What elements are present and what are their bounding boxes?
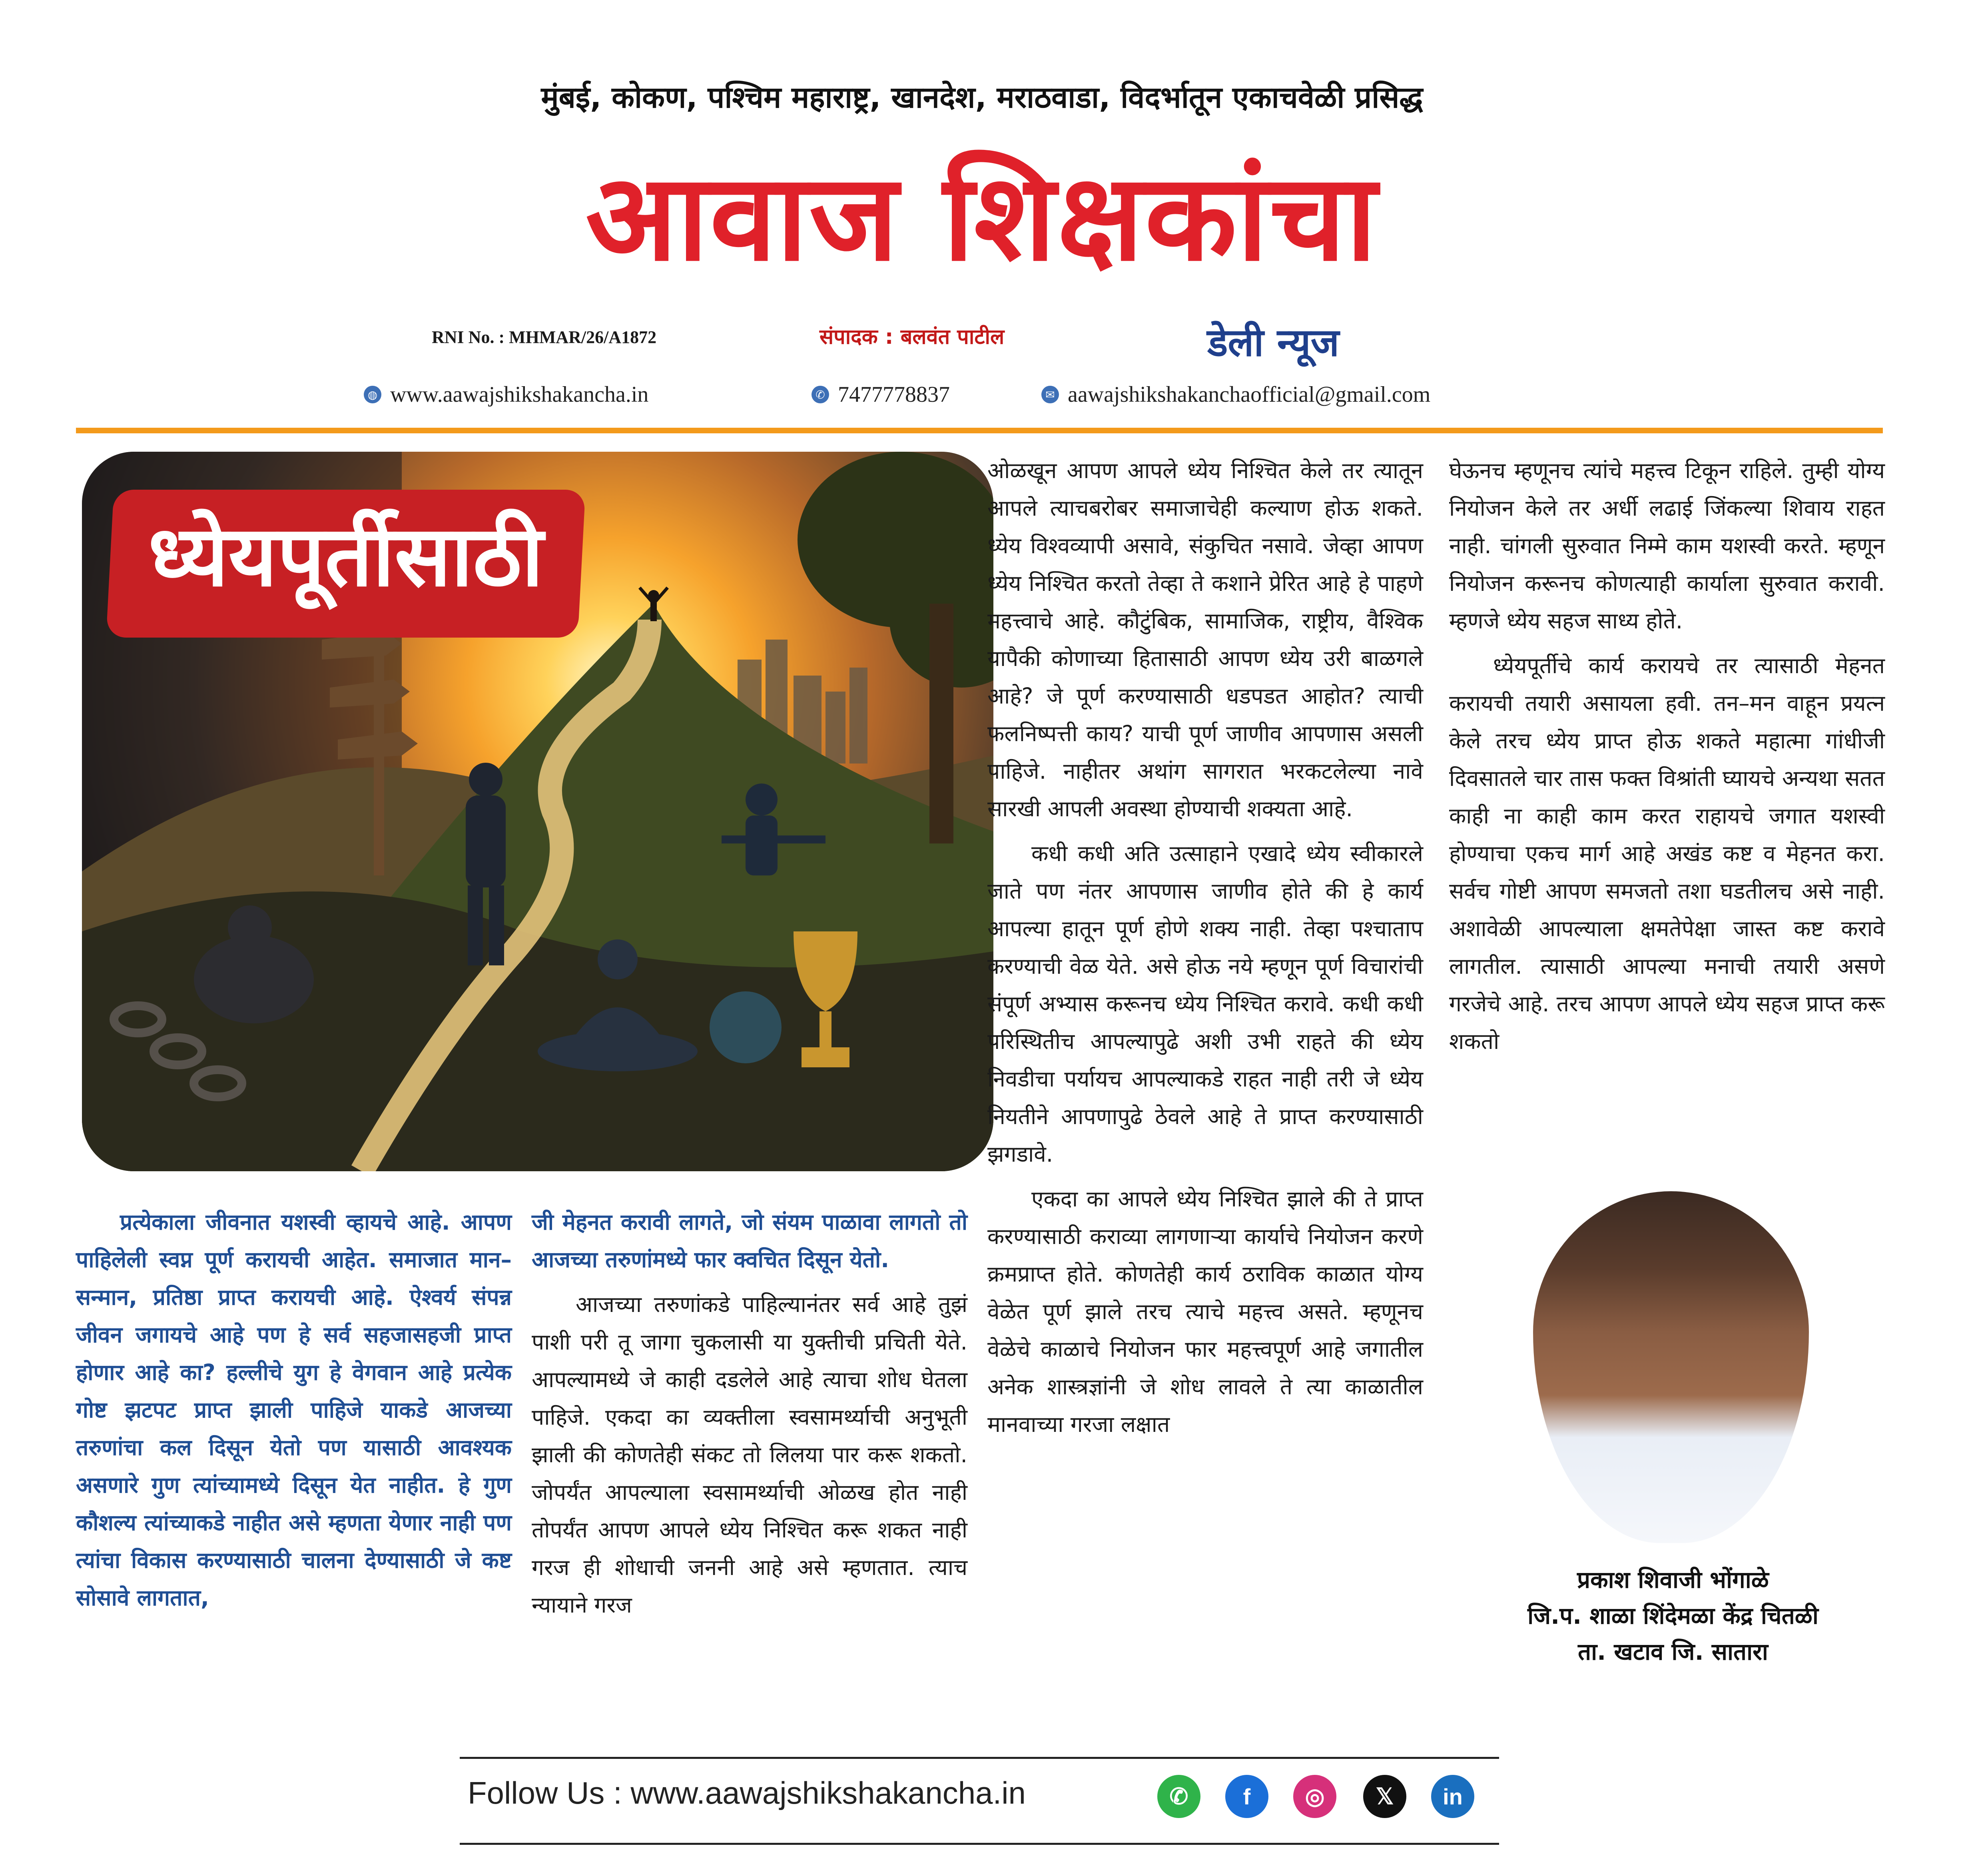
phone-icon: ✆ (812, 386, 829, 403)
author-name: प्रकाश शिवाजी भोंगाळे (1577, 1566, 1769, 1593)
footer-bottom-rule (460, 1843, 1499, 1845)
phone-contact[interactable] (812, 382, 950, 407)
email-link[interactable]: aawajshikshakanchaofficial@gmail.com (1068, 382, 1431, 407)
x-icon[interactable] (1363, 1775, 1406, 1818)
x-glyph: 𝕏 (1376, 1784, 1394, 1809)
website-contact[interactable] (364, 382, 648, 407)
article-paragraph: आजच्या तरुणांकडे पाहिल्यानंतर सर्व आहे तुझं पाशी परी तू जागा चुकलासी या युक्तीची प्रचिती येते. आपल्यामध्ये जे काही दडलेले आहे त्याचा शोध घेतला पाहिजे. एकदा का व्यक्तीला स्वसामर्थ्याची अनुभूती झाली की कोणतेही संकट तो लिलया पार करू शकतो. जोपर्यंत आपल्याला स्वसामर्थ्याची ओळख होत नाही तोपर्यंत आपण आपले ध्येय निश्चित करू शकत नाही गरज ही शोधाची जननी आहे असे म्हणतात. त्याच न्यायाने गरज (532, 1292, 967, 1618)
article-paragraph: घेऊनच म्हणूनच त्यांचे महत्त्व टिकून राहिले. तुम्ही योग्य नियोजन केले तर अर्धी लढाई जिंकल्या शिवाय राहत नाही. चांगली सुरुवात निम्मे काम यशस्वी करते. म्हणून नियोजन करूनच कोणत्याही कार्याला सुरुवात करावी. म्हणजे ध्येय सहज साध्य होते. (1449, 458, 1885, 634)
footer-top-rule (460, 1757, 1499, 1759)
daily-news-label: डेली न्यूज (1207, 320, 1339, 365)
article-column-2 (532, 1203, 967, 1624)
author-photo (1533, 1191, 1809, 1543)
facebook-glyph: f (1243, 1784, 1251, 1809)
rni-number: RNI No. : MHMAR/26/A1872 (432, 327, 657, 347)
article-paragraph: प्रत्येकाला जीवनात यशस्वी व्हायचे आहे. आपण पाहिलेली स्वप्न पूर्ण करायची आहेत. समाजात मान–सन्मान, प्रतिष्ठा प्राप्त करायची आहे. ऐश्वर्य संपन्न जीवन जगायचे आहे पण हे सर्व सहजासहजी प्राप्त होणार आहे का? हल्लीचे युग हे वेगवान आहे प्रत्येक गोष्ट झटपट प्राप्त झाली पाहिजे याकडे आजच्या तरुणांचा कल दिसून येतो पण यासाठी आवश्यक असणारे गुण त्यांच्यामध्ये दिसून येत नाहीत. हे गुण कौशल्य त्यांच्याकडे नाहीत असे म्हणता येणार नाही पण त्यांचा विकास करण्यासाठी चालना देण्यासाठी जे कष्ट सोसावे लागतात, (76, 1209, 512, 1611)
article-paragraph: ओळखून आपण आपले ध्येय निश्चित केले तर त्यातून आपले त्याचबरोबर समाजाचेही कल्याण होऊ शकते. ध्येय विश्वव्यापी असावे, संकुचित नसावे. जेव्हा आपण ध्येय निश्चित करतो तेव्हा ते कशाने प्रेरित आहे हे पाहणे महत्त्वाचे आहे. कौटुंबिक, सामाजिक, राष्ट्रीय, वैश्विक यापैकी कोणाच्या हितासाठी आपण ध्येय उरी बाळगले आहे? जे पूर्ण करण्यासाठी धडपडत आहोत? त्याची फलनिष्पत्ती काय? याची पूर्ण जाणीव आपणास असली पाहिजे. नाहीतर अथांग सागरात भरकटलेल्या नावे सारखी आपली अवस्था होण्याची शक्यता आहे. (987, 458, 1423, 821)
article-column-1 (76, 1203, 512, 1617)
article-column-3 (987, 452, 1423, 1443)
whatsapp-icon[interactable] (1157, 1775, 1200, 1818)
article-paragraph: ध्येयपूर्तीचे कार्य करायचे तर त्यासाठी मेहनत करायची तयारी असायला हवी. तन–मन वाहून प्रयत्न केले तरच ध्येय प्राप्त होऊ शकते महात्मा गांधीजी दिवसातले चार तास फक्त विश्रांती घ्यायचे अन्यथा सतत काही ना काही काम करत राहायचे जगात यशस्वी होण्याचा एकच मार्ग आहे अखंड कष्ट व मेहनत करा. सर्वच गोष्टी आपण समजतो तशा घडतीलच असे नाही. अशावेळी आपल्याला क्षमतेपेक्षा जास्त कष्ट करावे लागतील. त्यासाठी आपल्या मनाची तयारी असणे गरजेचे आहे. तरच आपण आपले ध्येय सहज प्राप्त करू शकतो (1449, 653, 1885, 1054)
article-paragraph: एकदा का आपले ध्येय निश्चित झाले की ते प्राप्त करण्यासाठी कराव्या लागणाऱ्या कार्याचे नियोजन करणे क्रमप्राप्त होते. कोणतेही कार्य ठराविक काळात योग्य वेळेत पूर्ण झाले तरच त्याचे महत्त्व असते. म्हणूनच वेळेचे काळाचे नियोजन फार महत्त्वपूर्ण आहे जगातील अनेक शास्त्रज्ञांनी जे शोध लावले ते त्या काळातील मानवाच्या गरजा लक्षात (987, 1186, 1423, 1437)
mail-icon: ✉ (1041, 386, 1059, 403)
linkedin-glyph: in (1443, 1784, 1463, 1809)
linkedin-icon[interactable] (1431, 1775, 1474, 1818)
instagram-glyph: ◎ (1305, 1784, 1325, 1809)
author-school: जि.प. शाळा शिंदेमळा केंद्र चितळी (1527, 1602, 1818, 1629)
phone-number[interactable]: 7477778837 (838, 382, 950, 407)
follow-us-text[interactable]: Follow Us : www.aawajshikshakancha.in (468, 1775, 1026, 1810)
globe-icon: ◍ (364, 386, 381, 403)
author-place: ता. खटाव जि. सातारा (1578, 1638, 1768, 1665)
article-title: ध्येयपूर्तीसाठी (148, 507, 544, 605)
article-column-4 (1449, 452, 1885, 1060)
editor-name: संपादक : बलवंत पाटील (819, 325, 1005, 349)
whatsapp-glyph: ✆ (1169, 1784, 1188, 1809)
tagline: मुंबई, कोकण, पश्चिम महाराष्ट्र, खानदेश, मराठवाडा, विदर्भातून एकाचवेळी प्रसिद्ध (541, 80, 1423, 115)
email-contact[interactable] (1041, 382, 1430, 407)
newspaper-logo: आवाज शिक्षकांचा (585, 148, 1379, 287)
website-link[interactable]: www.aawajshikshakancha.in (390, 382, 649, 407)
header-divider (76, 428, 1883, 433)
article-lead-paragraph: जी मेहनत करावी लागते, जो संयम पाळावा लागतो तो आजच्या तरुणांमध्ये फार क्वचित दिसून येतो. (532, 1209, 967, 1272)
hero-illustration (82, 452, 993, 1171)
facebook-icon[interactable] (1225, 1775, 1268, 1818)
article-paragraph: कधी कधी अति उत्साहाने एखादे ध्येय स्वीकारले जाते पण नंतर आपणास जाणीव होते की हे कार्य आपल्या हातून पूर्ण होणे शक्य नाही. तेव्हा पश्चाताप करण्याची वेळ येते. असे होऊ नये म्हणून पूर्ण विचारांची संपूर्ण अभ्यास करूनच ध्येय निश्चित करावे. कधी कधी परिस्थितीच आपल्यापुढे अशी उभी राहते की ध्येय निवडीचा पर्यायच आपल्याकडे राहत नाही तरी जे ध्येय नियतीने आपणापुढे ठेवले आहे ते प्राप्त करण्यासाठी झगडावे. (987, 841, 1423, 1167)
instagram-icon[interactable] (1293, 1775, 1336, 1818)
